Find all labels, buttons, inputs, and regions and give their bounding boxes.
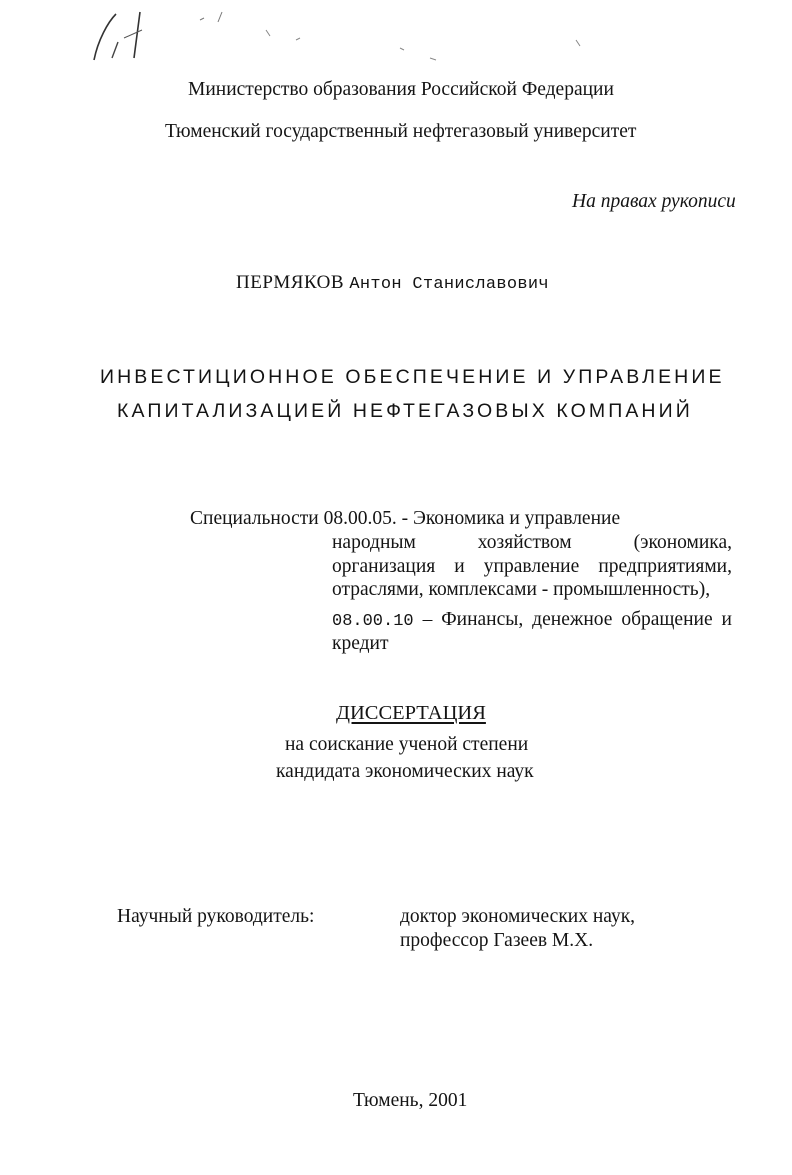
supervisor-label: Научный руководитель: <box>117 906 315 927</box>
supervisor-name: профессор Газеев М.Х. <box>400 930 594 951</box>
specialty-line: народным хозяйством (экономика, <box>332 532 732 553</box>
specialty-text: – Финансы, денежное обращение и <box>422 609 732 630</box>
author-surname: ПЕРМЯКОВ <box>236 272 345 293</box>
specialty-line: организация и управление предприятиями, <box>332 556 732 577</box>
author-name <box>236 271 549 297</box>
dissertation-title-line-2: КАПИТАЛИЗАЦИЕЙ НЕФТЕГАЗОВЫХ КОМПАНИЙ <box>117 400 693 422</box>
supervisor-title: доктор экономических наук, <box>400 906 636 927</box>
ministry-heading: Министерство образования Российской Федерации <box>188 79 614 100</box>
author-given-name: Антон Станиславович <box>349 275 549 294</box>
degree-line: на соискание ученой степени <box>285 734 529 755</box>
specialty-label: Специальности 08.00.05. - Экономика и управление <box>190 508 621 529</box>
university-heading: Тюменский государственный нефтегазовый университет <box>165 121 637 142</box>
specialty-line: кредит <box>332 633 389 654</box>
degree-line: кандидата экономических наук <box>276 761 534 782</box>
specialty-line-second-code <box>332 608 732 634</box>
manuscript-rights-note: На правах рукописи <box>572 191 736 212</box>
specialty-line: отраслями, комплексами - промышленность), <box>332 579 711 600</box>
dissertation-title-line-1: ИНВЕСТИЦИОННОЕ ОБЕСПЕЧЕНИЕ И УПРАВЛЕНИЕ <box>100 366 725 388</box>
work-type-heading: ДИССЕРТАЦИЯ <box>336 702 486 724</box>
city-year: Тюмень, 2001 <box>353 1090 468 1111</box>
handwritten-marks <box>0 0 792 120</box>
specialty-code: 08.00.10 <box>332 612 414 631</box>
